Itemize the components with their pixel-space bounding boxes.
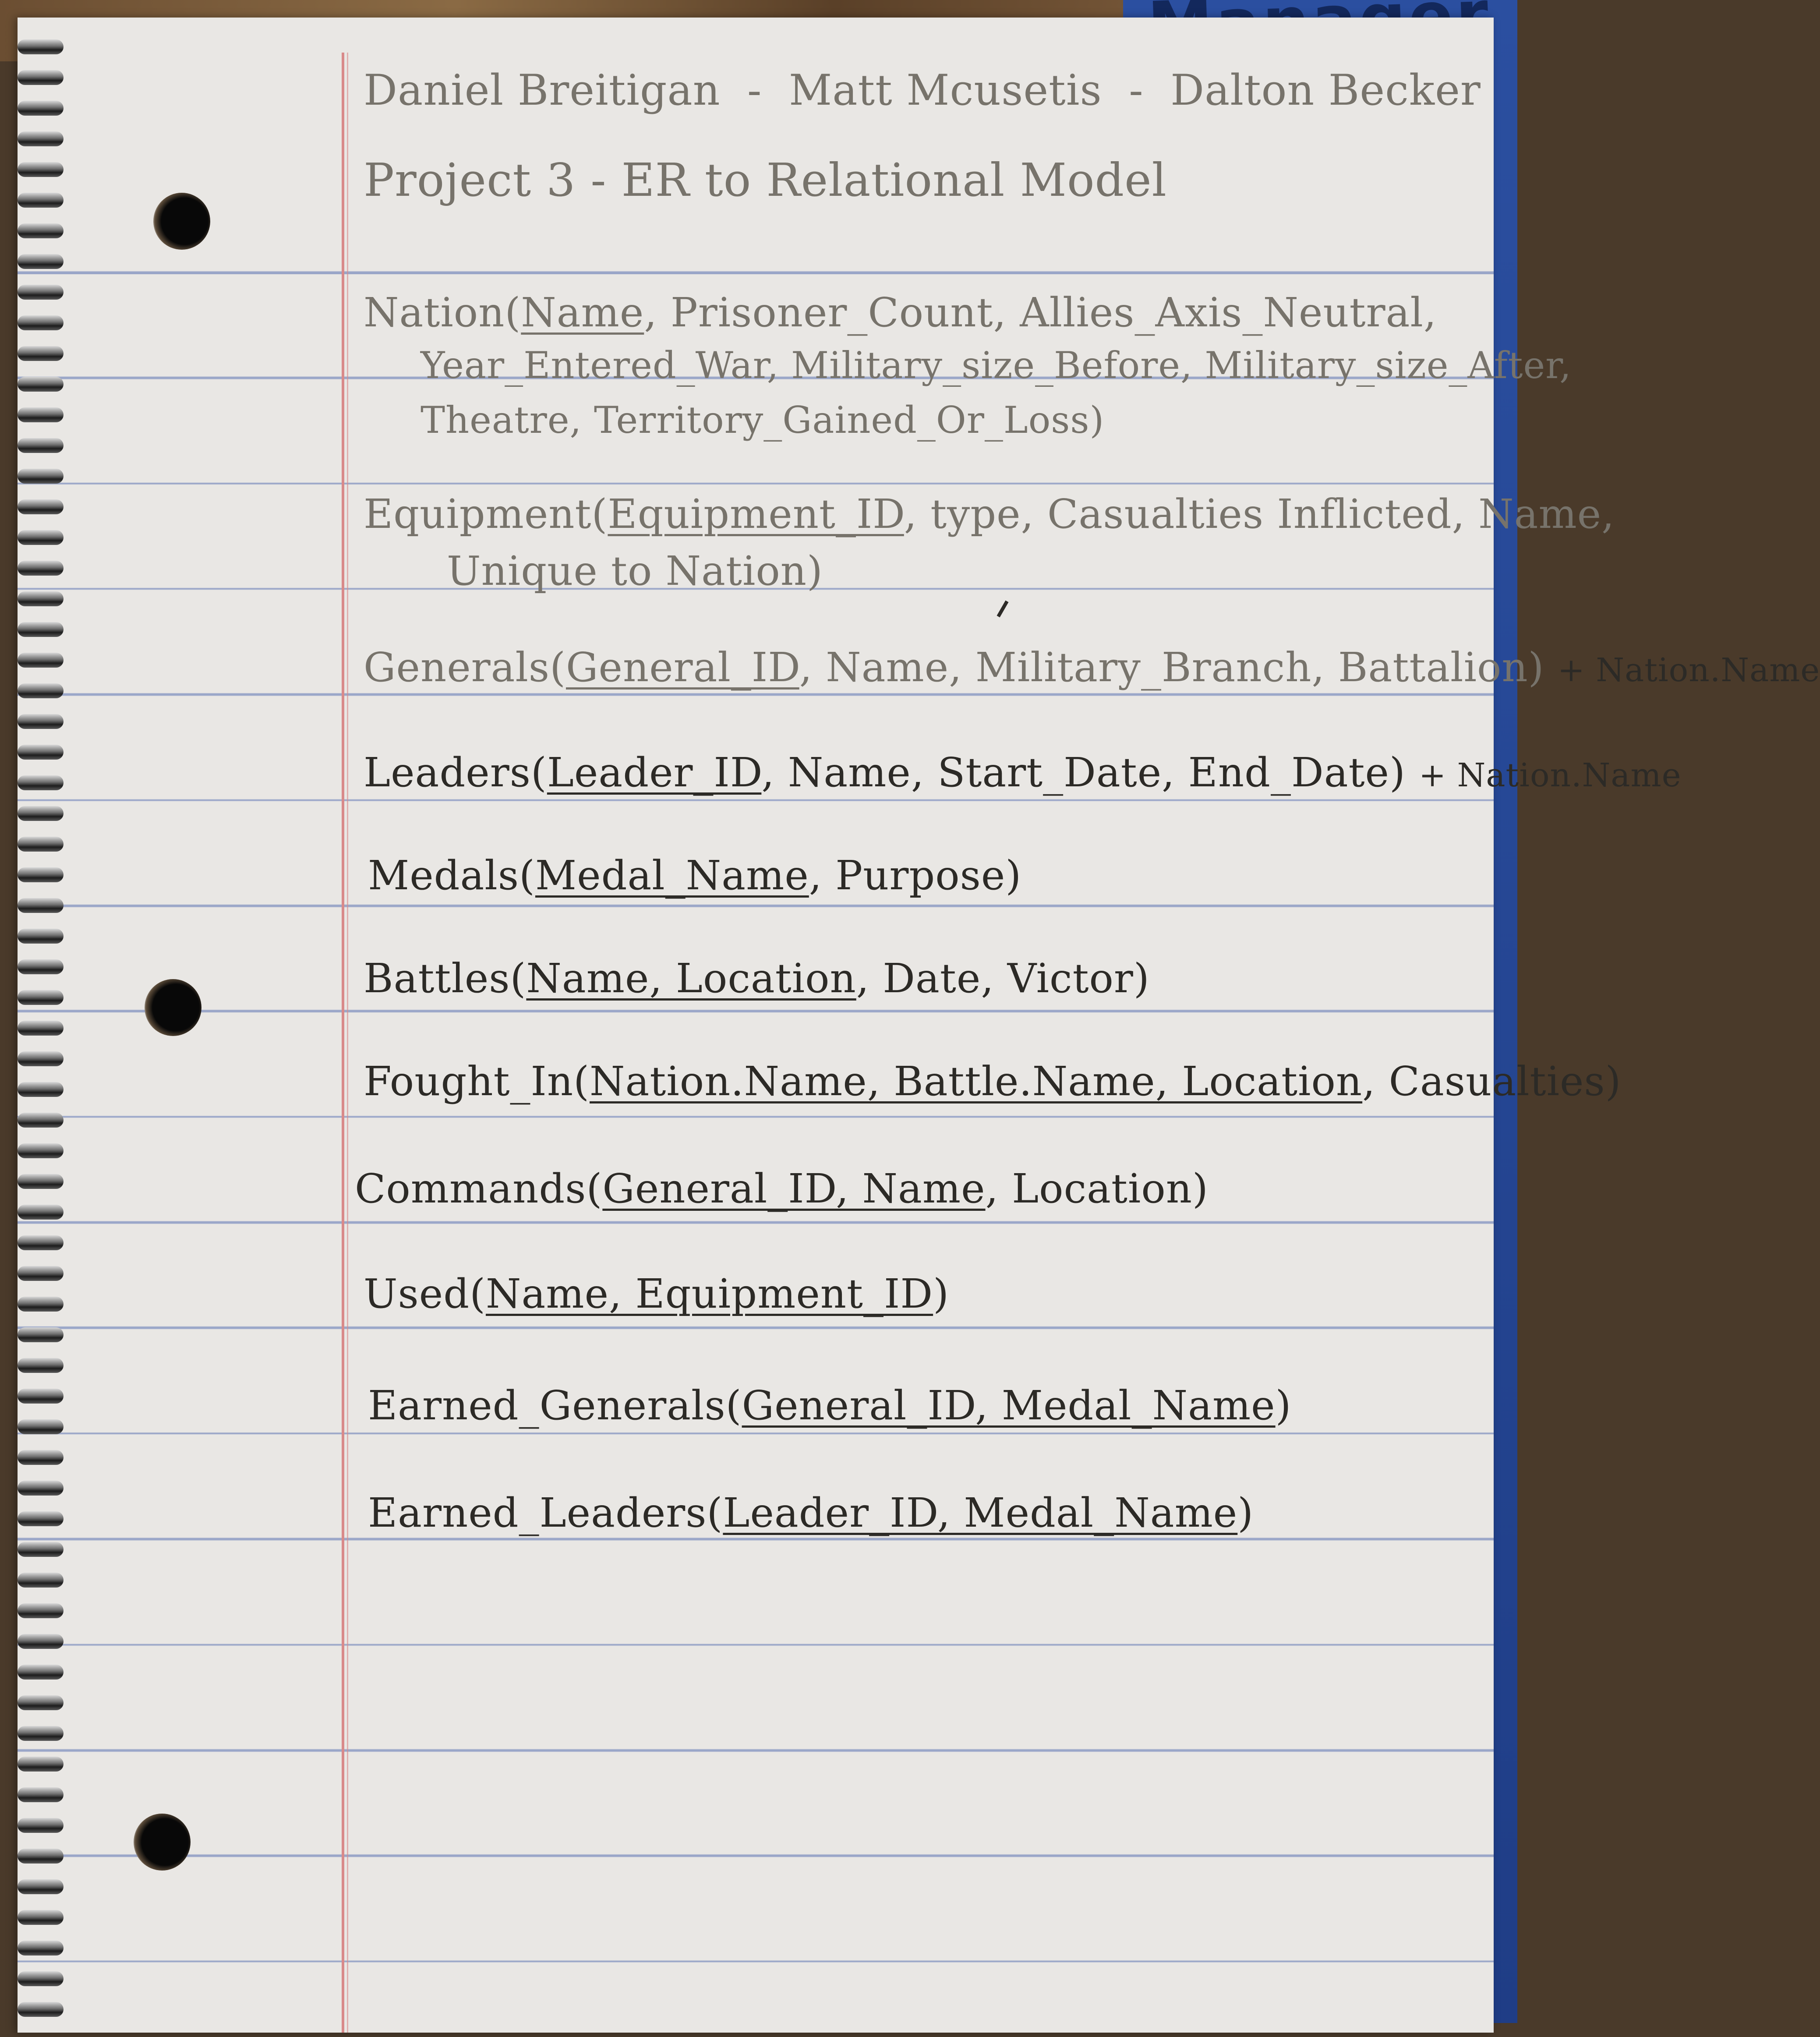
- spiral-ring: [18, 1695, 64, 1710]
- spiral-ring: [18, 1573, 64, 1588]
- spiral-ring: [18, 1235, 64, 1250]
- spiral-ring: [18, 499, 64, 514]
- primary-key: Nation.Name, Battle.Name, Location: [590, 1058, 1363, 1105]
- relation-nation-continued: Theatre, Territory_Gained_Or_Loss): [421, 399, 1105, 442]
- spiral-ring: [18, 653, 64, 668]
- primary-key: Equipment_ID: [608, 491, 904, 538]
- spiral-ring: [18, 1818, 64, 1833]
- spiral-ring: [18, 223, 64, 238]
- spiral-binding: [18, 39, 66, 2037]
- relation-earned-leaders: Earned_Leaders(Leader_ID, Medal_Name): [368, 1489, 1254, 1536]
- spiral-ring: [18, 39, 64, 54]
- relation-leaders: Leaders(Leader_ID, Name, Start_Date, End_Date) + Nation.Name: [364, 749, 1682, 796]
- spiral-ring: [18, 1205, 64, 1220]
- spiral-ring: [18, 1419, 64, 1434]
- spiral-ring: [18, 990, 64, 1005]
- spiral-ring: [18, 1879, 64, 1894]
- spiral-ring: [18, 714, 64, 729]
- spiral-ring: [18, 1358, 64, 1373]
- spiral-ring: [18, 959, 64, 974]
- relation-nation-continued: Year_Entered_War, Military_size_Before, Military_size_After,: [421, 344, 1572, 387]
- primary-key: Medal_Name: [535, 852, 809, 899]
- spiral-ring: [18, 1910, 64, 1925]
- spiral-ring: [18, 1389, 64, 1404]
- notebook-page: [18, 18, 1820, 2033]
- spiral-ring: [18, 2002, 64, 2017]
- relation-equipment-continued: Unique to Nation): [447, 548, 823, 594]
- spiral-ring: [18, 561, 64, 576]
- spiral-ring: [18, 1542, 64, 1557]
- spiral-ring: [18, 837, 64, 852]
- spiral-ring: [18, 1726, 64, 1741]
- relation-battles: Battles(Name, Location, Date, Victor): [364, 955, 1150, 1002]
- spiral-ring: [18, 806, 64, 821]
- spiral-ring: [18, 1113, 64, 1128]
- punch-hole: [145, 979, 201, 1036]
- margin-line: [342, 53, 344, 2033]
- spiral-ring: [18, 530, 64, 545]
- spiral-ring: [18, 1174, 64, 1189]
- relation-medals: Medals(Medal_Name, Purpose): [368, 852, 1022, 899]
- spiral-ring: [18, 193, 64, 208]
- spiral-ring: [18, 254, 64, 269]
- spiral-ring: [18, 469, 64, 484]
- spiral-ring: [18, 1450, 64, 1465]
- author-name: Dalton Becker: [1170, 66, 1481, 115]
- spiral-ring: [18, 1051, 64, 1066]
- relation-equipment: Equipment(Equipment_ID, type, Casualties Inflicted, Name,: [364, 491, 1615, 538]
- primary-key: Leader_ID: [547, 749, 762, 796]
- spiral-ring: [18, 315, 64, 330]
- relation-commands: Commands(General_ID, Name, Location): [355, 1165, 1209, 1212]
- primary-key: General_ID, Medal_Name: [742, 1382, 1276, 1429]
- spiral-ring: [18, 407, 64, 422]
- primary-key: Name, Equipment_ID: [485, 1270, 933, 1317]
- spiral-ring: [18, 1941, 64, 1956]
- spiral-ring: [18, 775, 64, 790]
- relation-generals: Generals(General_ID, Name, Military_Branch, Battalion) + Nation.Name: [364, 644, 1820, 691]
- spiral-ring: [18, 622, 64, 637]
- primary-key: Name, Location: [526, 955, 856, 1002]
- foreign-key-note: + Nation.Name: [1557, 651, 1820, 689]
- spiral-ring: [18, 101, 64, 116]
- spiral-ring: [18, 1266, 64, 1281]
- spiral-ring: [18, 438, 64, 453]
- spiral-ring: [18, 867, 64, 882]
- spiral-ring: [18, 1634, 64, 1649]
- author-line: Daniel Breitigan - Matt Mcusetis - Dalton Becker: [364, 66, 1481, 115]
- spiral-ring: [18, 1511, 64, 1526]
- spiral-ring: [18, 1297, 64, 1312]
- spiral-ring: [18, 346, 64, 361]
- spiral-ring: [18, 1757, 64, 1772]
- punch-hole: [153, 193, 210, 250]
- spiral-ring: [18, 70, 64, 85]
- spiral-ring: [18, 1082, 64, 1097]
- spiral-ring: [18, 591, 64, 606]
- relation-fought-in: Fought_In(Nation.Name, Battle.Name, Location, Casualties): [364, 1058, 1622, 1105]
- spiral-ring: [18, 683, 64, 698]
- spiral-ring: [18, 131, 64, 146]
- foreign-key-note: + Nation.Name: [1419, 757, 1682, 794]
- primary-key: General_ID: [566, 644, 799, 691]
- primary-key: Leader_ID, Medal_Name: [723, 1489, 1238, 1536]
- punch-hole: [134, 1814, 191, 1871]
- relation-used: Used(Name, Equipment_ID): [364, 1270, 950, 1317]
- spiral-ring: [18, 898, 64, 913]
- spiral-ring: [18, 1021, 64, 1036]
- spiral-ring: [18, 745, 64, 760]
- author-name: Daniel Breitigan: [364, 66, 721, 115]
- spiral-ring: [18, 1787, 64, 1802]
- relation-earned-generals: Earned_Generals(General_ID, Medal_Name): [368, 1382, 1292, 1429]
- relation-nation: Nation(Name, Prisoner_Count, Allies_Axis_Neutral,: [364, 289, 1437, 336]
- spiral-ring: [18, 377, 64, 392]
- spiral-ring: [18, 929, 64, 944]
- spiral-ring: [18, 1971, 64, 1986]
- spiral-ring: [18, 1143, 64, 1158]
- spiral-ring: [18, 1603, 64, 1618]
- spiral-ring: [18, 1665, 64, 1680]
- primary-key: General_ID, Name: [602, 1165, 986, 1212]
- primary-key: Name: [521, 289, 644, 336]
- spiral-ring: [18, 1849, 64, 1864]
- spiral-ring: [18, 285, 64, 300]
- page-title: Project 3 - ER to Relational Model: [364, 153, 1167, 207]
- spiral-ring: [18, 1327, 64, 1342]
- spiral-ring: [18, 162, 64, 177]
- spiral-ring: [18, 1481, 64, 1496]
- author-name: Matt Mcusetis: [788, 66, 1102, 115]
